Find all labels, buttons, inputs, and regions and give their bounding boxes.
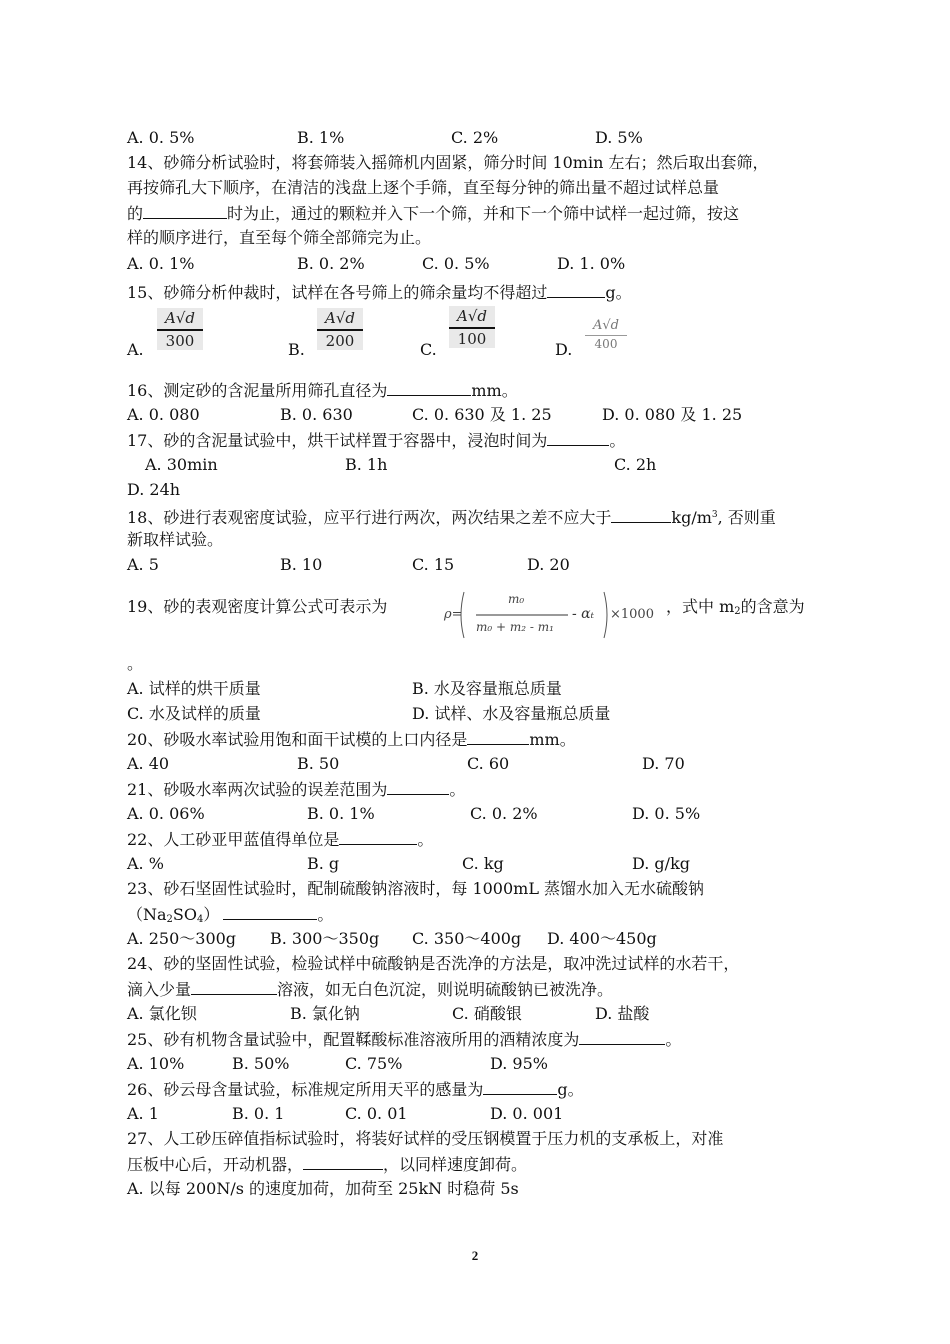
q23-line1: 23、砂石坚固性试验时，配制硫酸钠溶液时，每 1000mL 蒸馏水加入无水硫酸钠 [127, 879, 705, 898]
fraction-bar [449, 327, 495, 329]
q18-text-post: , 否则重 [717, 508, 776, 527]
q14-line3-post: 时为止，通过的颗粒并入下一个筛，并和下一个筛中试样一起过筛，按这 [227, 204, 740, 223]
density-formula [444, 588, 666, 642]
answer-blank [303, 1154, 383, 1170]
q25-question [127, 1029, 681, 1050]
option-c: C. kg [462, 854, 504, 873]
option-a: A. 0. 5% [127, 128, 195, 147]
q15-text-pre: 15、砂筛分析仲裁时，试样在各号筛上的筛余量均不得超过 [127, 283, 548, 302]
answer-blank [579, 1029, 665, 1045]
q20-question [127, 729, 576, 750]
q16-question [127, 380, 518, 401]
q27-option-a: A. 以每 200N/s 的速度加荷，加荷至 25kN 时稳荷 5s [127, 1179, 519, 1198]
option-d: D. 盐酸 [595, 1004, 650, 1023]
option-c: C. 350～400g [412, 929, 522, 948]
formula-numerator: A√d [593, 318, 619, 333]
option-d: D. 400～450g [547, 929, 657, 948]
q23-formula-a: （Na [127, 905, 167, 924]
q15-option-d-formula [585, 318, 627, 352]
option-b: B. 1h [345, 455, 388, 474]
option-b: B. 10 [280, 555, 323, 574]
option-b: B. 0. 1 [232, 1104, 285, 1123]
q19-text-post [666, 597, 805, 622]
q16-text-pre: 16、测定砂的含泥量所用筛孔直径为 [127, 381, 388, 400]
q21-text-pre: 21、砂吸水率两次试验的误差范围为 [127, 780, 388, 799]
option-c: C. 0. 5% [422, 254, 490, 273]
q14-line3-pre: 的 [127, 204, 144, 223]
option-b: B. 50% [232, 1054, 290, 1073]
q23-formula-sub2: 4 [197, 914, 204, 925]
answer-blank [143, 203, 227, 219]
formula-denominator: m₀ + m₂ - m₁ [476, 620, 554, 634]
answer-blank [547, 282, 605, 298]
option-c: C. 0. 630 及 1. 25 [412, 405, 552, 424]
answer-blank [223, 904, 317, 920]
option-a: A. 0. 06% [127, 804, 205, 823]
option-b: B. 水及容量瓶总质量 [412, 679, 562, 698]
q17-text-post: 。 [609, 431, 626, 450]
q24-line2-pre: 滴入少量 [127, 980, 192, 999]
q18-unit: kg/m [671, 508, 712, 527]
option-d: D. 试样、水及容量瓶总质量 [412, 704, 611, 723]
option-c: C. 硝酸银 [452, 1004, 522, 1023]
q27-line2-pre: 压板中心后，开动机器， [127, 1155, 304, 1174]
q25-text-pre: 25、砂有机物含量试验中，配置鞣酸标准溶液所用的酒精浓度为 [127, 1030, 580, 1049]
option-b: B. 1% [297, 128, 345, 147]
option-c: C. 0. 01 [345, 1104, 408, 1123]
formula-rho: ρ= [444, 607, 463, 622]
q20-text-post: mm。 [529, 730, 576, 749]
q25-text-post: 。 [665, 1030, 682, 1049]
answer-blank [483, 1079, 557, 1095]
q23-line2-post: 。 [317, 905, 334, 924]
fraction-bar [317, 329, 363, 331]
option-b: B. 0. 1% [307, 804, 375, 823]
formula-denominator: 300 [165, 332, 195, 350]
q19-text-post-2: 的含意为 [740, 597, 805, 616]
q18-text-pre: 18、砂进行表观密度试验，应平行进行两次，两次结果之差不应大于 [127, 508, 612, 527]
q26-text-pre: 26、砂云母含量试验，标准规定所用天平的感量为 [127, 1080, 484, 1099]
q15-option-c-letter: C. [420, 340, 437, 359]
option-d: D. 70 [642, 754, 685, 773]
q27-line1: 27、人工砂压碎值指标试验时，将装好试样的受压钢模置于压力机的支承板上，对准 [127, 1129, 724, 1148]
q18-line2: 新取样试验。 [127, 530, 224, 549]
formula-denominator: 200 [325, 332, 355, 350]
q21-question [127, 779, 465, 800]
q19-line2: 。 [127, 654, 144, 673]
q15-text-post: g。 [605, 283, 632, 302]
q18-question [127, 505, 776, 528]
option-d: D. 0. 5% [632, 804, 701, 823]
page-number: 2 [471, 1248, 479, 1263]
formula-numerator: m₀ [508, 592, 525, 606]
option-a: A. 0. 080 [127, 405, 200, 424]
formula-numerator: A√d [457, 307, 487, 325]
option-c: C. 15 [412, 555, 455, 574]
q22-text-pre: 22、人工砂亚甲蓝值得单位是 [127, 830, 340, 849]
q27-line2-post: ，以同样速度卸荷。 [383, 1155, 528, 1174]
q14-line4: 样的顺序进行，直至每个筛全部筛完为止。 [127, 228, 432, 247]
option-c: C. 60 [467, 754, 510, 773]
answer-blank [387, 779, 449, 795]
q17-text-pre: 17、砂的含泥量试验中，烘干试样置于容器中，浸泡时间为 [127, 431, 548, 450]
q16-text-post: mm。 [471, 381, 518, 400]
q27-line2 [127, 1154, 527, 1175]
q24-line1: 24、砂的坚固性试验，检验试样中硫酸钠是否洗净的方法是，取冲洗过试样的水若干， [127, 954, 740, 973]
q18-unit-sup: 3 [711, 510, 718, 520]
option-b: B. 50 [297, 754, 340, 773]
option-c: C. 0. 2% [470, 804, 538, 823]
q17-option-d: D. 24h [127, 480, 181, 499]
q21-text-post: 。 [449, 780, 466, 799]
option-d: D. 20 [527, 555, 570, 574]
formula-denominator: 400 [594, 337, 618, 351]
q15-option-a-letter: A. [127, 340, 144, 359]
option-a: A. 10% [127, 1054, 185, 1073]
option-b: B. g [307, 854, 340, 873]
option-c: C. 水及试样的质量 [127, 704, 261, 723]
option-a: A. 30min [145, 455, 218, 474]
option-a: A. 0. 1% [127, 254, 195, 273]
option-b: B. 0. 630 [280, 405, 353, 424]
option-d: D. 95% [490, 1054, 548, 1073]
q15-question [127, 282, 632, 303]
q24-line2-post: 溶液，如无白色沉淀，则说明硫酸钠已被洗净。 [277, 980, 614, 999]
q17-question [127, 430, 625, 451]
q20-text-pre: 20、砂吸水率试验用饱和面干试模的上口内径是 [127, 730, 468, 749]
option-d: D. 0. 080 及 1. 25 [602, 405, 743, 424]
q14-line3 [127, 203, 739, 224]
option-a: A. 1 [127, 1104, 159, 1123]
q23-formula-b: SO [172, 905, 197, 924]
option-b: B. 300～350g [270, 929, 380, 948]
formula-denominator: 100 [457, 330, 487, 348]
option-a: A. 250～300g [127, 929, 237, 948]
option-b: B. 氯化钠 [290, 1004, 360, 1023]
q19-text-post-1: ，式中 m [666, 597, 735, 616]
option-c: C. 2% [451, 128, 499, 147]
q26-text-post: g。 [557, 1080, 584, 1099]
answer-blank [191, 979, 277, 995]
answer-blank [387, 380, 471, 396]
option-a: A. 40 [127, 754, 170, 773]
q23-line2 [127, 904, 333, 930]
fraction-bar [585, 335, 627, 336]
q22-question [127, 829, 433, 850]
q24-line2 [127, 979, 613, 1000]
option-d: D. 1. 0% [557, 254, 626, 273]
option-a: A. 5 [127, 555, 159, 574]
formula-minus-alpha: - αₜ [572, 606, 595, 622]
q15-option-c-formula [449, 306, 495, 348]
q22-text-post: 。 [417, 830, 434, 849]
fraction-bar [157, 329, 203, 331]
q23-formula-sub1: 2 [166, 914, 173, 925]
option-a: A. % [127, 854, 164, 873]
q15-option-b-formula [317, 308, 363, 350]
q26-question [127, 1079, 584, 1100]
answer-blank [339, 829, 417, 845]
q14-line1: 14、砂筛分析试验时，将套筛装入摇筛机内固紧，筛分时间 10min 左右；然后取出套筛， [127, 153, 769, 172]
formula-numerator: A√d [325, 309, 355, 327]
q19-text-pre: 19、砂的表观密度计算公式可表示为 [127, 597, 388, 616]
option-d: D. 5% [595, 128, 643, 147]
answer-blank [611, 507, 671, 523]
q23-formula-c: ） [203, 905, 220, 924]
option-d: D. 0. 001 [490, 1104, 564, 1123]
q15-option-a-formula [157, 308, 203, 350]
formula-times: ×1000 [610, 607, 654, 622]
formula-numerator: A√d [165, 309, 195, 327]
q15-option-b-letter: B. [288, 340, 305, 359]
q14-line2: 再按筛孔大下顺序，在清洁的浅盘上逐个手筛，直至每分钟的筛出量不超过试样总量 [127, 178, 720, 197]
option-d: D. g/kg [632, 854, 690, 873]
option-b: B. 0. 2% [297, 254, 365, 273]
option-a: A. 氯化钡 [127, 1004, 197, 1023]
option-c: C. 2h [614, 455, 657, 474]
answer-blank [467, 729, 529, 745]
q15-option-d-letter: D. [555, 340, 573, 359]
option-a: A. 试样的烘干质量 [127, 679, 261, 698]
option-c: C. 75% [345, 1054, 403, 1073]
q19-text-post-sub: 2 [734, 606, 741, 617]
answer-blank [547, 430, 609, 446]
